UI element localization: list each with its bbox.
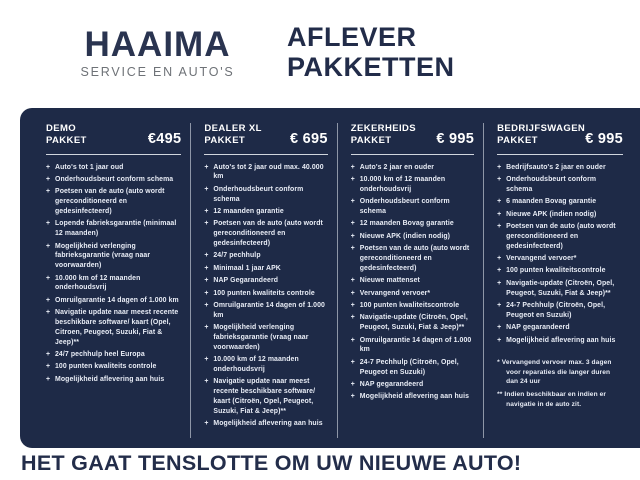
package-feature	[46, 296, 181, 306]
plus-bullet: +	[350, 302, 355, 309]
page-title	[287, 23, 455, 82]
package-name	[204, 123, 261, 148]
package-feature	[351, 313, 474, 333]
package-feature	[204, 276, 327, 286]
plus-bullet: +	[350, 198, 355, 206]
package-feature	[497, 301, 623, 321]
plus-bullet: +	[497, 324, 502, 332]
feature-text: Navigatie-update (Citroën, Opel, Peugeot, Suzuki, Fiat & Jeep)**	[506, 279, 615, 297]
plus-bullet: +	[204, 324, 209, 332]
footnotes	[497, 358, 623, 409]
package-feature	[46, 362, 181, 372]
package-name-line: BEDRIJFSWAGEN	[497, 123, 586, 134]
page-header	[0, 0, 640, 108]
package-feature	[351, 163, 474, 173]
package-price: € 695	[289, 130, 328, 147]
feature-text: Mogelijkheid verlenging fabrieksgarantie (vraag naar voorwaarden)	[55, 242, 151, 270]
feature-text: 10.000 km of 12 maanden onderhoudsvrij	[213, 356, 299, 373]
package-feature	[46, 274, 181, 294]
feature-text: Poetsen van de auto (auto wordt gereconditioneerd en gedesinfecteerd)	[55, 188, 165, 216]
package-feature	[497, 254, 623, 264]
package-feature	[351, 175, 474, 195]
package-column	[44, 123, 190, 438]
plus-bullet: +	[350, 289, 355, 297]
plus-bullet: +	[350, 163, 355, 171]
package-feature	[351, 244, 474, 273]
package-feature	[497, 266, 623, 276]
feature-text: NAP Gegarandeerd	[213, 277, 279, 285]
feature-text: Mogelijkheid aflevering aan huis	[55, 375, 165, 383]
package-column	[337, 123, 483, 438]
plus-bullet: +	[46, 274, 51, 282]
package-feature	[204, 163, 327, 183]
plus-bullet: +	[497, 163, 502, 171]
plus-bullet: +	[46, 242, 51, 250]
feature-text: 24-7 Pechhulp (Citroën, Opel, Peugeot en Suzuki)	[506, 302, 606, 319]
package-feature	[497, 222, 623, 251]
package-feature	[497, 336, 623, 346]
header-divider	[351, 154, 474, 155]
package-feature	[351, 358, 474, 378]
feature-text: Poetsen van de auto (auto wordt gereconditioneerd en gedesinfecteerd)	[506, 223, 616, 250]
plus-bullet: +	[46, 296, 51, 304]
feature-text: Omruilgarantie 14 dagen of 1.000 km	[359, 336, 472, 354]
package-feature	[46, 219, 181, 239]
plus-bullet: +	[350, 393, 355, 401]
feature-text: NAP gegarandeerd	[359, 380, 424, 388]
feature-text: 24/7 pechhulp	[213, 252, 261, 260]
package-feature	[204, 207, 327, 217]
plus-bullet: +	[46, 375, 51, 383]
package-feature	[204, 377, 327, 416]
package-feature	[497, 279, 623, 299]
package-feature	[351, 301, 474, 311]
feature-text: 100 punten kwaliteitscontrole	[359, 302, 460, 309]
feature-text: Bedrijfsauto's 2 jaar en ouder	[506, 163, 606, 171]
feature-text: Auto's tot 1 jaar oud	[55, 163, 124, 171]
plus-bullet: +	[497, 255, 502, 263]
plus-bullet: +	[350, 358, 355, 366]
package-feature	[46, 308, 181, 347]
plus-bullet: +	[204, 356, 209, 364]
package-name-line: ZEKERHEIDS	[350, 123, 416, 134]
plus-bullet: +	[204, 277, 209, 285]
feature-text: Navigatie-update (Citroën, Opel, Peugeot, Suzuki, Fiat & Jeep)**	[359, 314, 468, 332]
plus-bullet: +	[497, 267, 502, 275]
header-divider	[497, 154, 623, 155]
plus-bullet: +	[204, 252, 209, 260]
feature-text: Mogelijkheid aflevering aan huis	[359, 393, 470, 401]
plus-bullet: +	[497, 302, 502, 309]
package-feature	[204, 289, 327, 299]
package-header	[46, 123, 181, 148]
package-column	[483, 123, 632, 438]
plus-bullet: +	[204, 220, 209, 228]
feature-text: Vervangend vervoer*	[506, 255, 577, 263]
plus-bullet: +	[204, 289, 209, 297]
package-name-line: PAKKET	[46, 135, 87, 147]
plus-bullet: +	[497, 279, 502, 287]
header-divider	[204, 154, 327, 155]
feature-text: Nieuwe APK (indien nodig)	[359, 232, 451, 240]
header-divider	[46, 154, 181, 155]
package-feature	[497, 210, 623, 220]
package-feature-list	[497, 163, 623, 346]
plus-bullet: +	[204, 420, 209, 428]
feature-text: Onderhoudsbeurt conform schema	[55, 176, 174, 184]
plus-bullet: +	[497, 176, 502, 184]
package-name-line: DEALER XL	[204, 123, 262, 134]
plus-bullet: +	[497, 336, 502, 344]
package-feature	[497, 163, 623, 173]
plus-bullet: +	[204, 208, 209, 216]
plus-bullet: +	[204, 185, 209, 193]
package-price: €495	[147, 130, 182, 147]
feature-text: Auto's 2 jaar en ouder	[359, 163, 435, 171]
plus-bullet: +	[350, 336, 355, 344]
package-feature	[351, 197, 474, 217]
package-header	[351, 123, 474, 148]
feature-text: Navigatie update naar meest recente beschikbare software/ kaart (Citroën, Opel, Peugeot, Suzuki, Fiat & Jeep)**	[213, 378, 316, 415]
package-feature	[204, 419, 327, 429]
feature-text: Omruilgarantie 14 dagen of 1.000 km	[213, 302, 325, 319]
package-name	[351, 123, 416, 148]
feature-text: Mogelijkheid verlenging fabrieksgarantie (vraag naar voorwaarden)	[213, 324, 309, 351]
feature-text: 10.000 km of 12 maanden onderhoudsvrij	[55, 274, 141, 292]
package-feature	[46, 350, 181, 360]
feature-text: Onderhoudsbeurt conform schema	[506, 176, 597, 193]
feature-text: 100 punten kwaliteitscontrole	[506, 267, 606, 275]
plus-bullet: +	[497, 210, 502, 218]
package-feature-list	[351, 163, 474, 402]
package-name-line: PAKKET	[497, 135, 538, 147]
feature-text: Minimaal 1 jaar APK	[213, 264, 281, 272]
package-feature	[204, 251, 327, 261]
plus-bullet: +	[46, 163, 51, 171]
plus-bullet: +	[204, 264, 209, 272]
brand-logo	[55, 27, 260, 79]
plus-bullet: +	[46, 363, 51, 371]
plus-bullet: +	[497, 198, 502, 206]
plus-bullet: +	[350, 277, 355, 285]
feature-text: Nieuwe mattenset	[359, 277, 420, 285]
package-name	[497, 123, 585, 148]
package-feature	[497, 197, 623, 207]
plus-bullet: +	[497, 223, 502, 231]
feature-text: Omruilgarantie 14 dagen of 1.000 km	[55, 296, 179, 304]
feature-text: 24-7 Pechhulp (Citroën, Opel, Peugeot en Suzuki)	[359, 358, 459, 376]
feature-text: 24/7 pechhulp heel Europa	[55, 350, 145, 358]
package-name-line: DEMO	[46, 123, 77, 134]
feature-text: Lopende fabrieksgarantie (minimaal 12 maanden)	[55, 220, 177, 238]
feature-text: NAP gegarandeerd	[506, 324, 570, 332]
package-feature	[204, 264, 327, 274]
plus-bullet: +	[350, 232, 355, 240]
package-feature	[46, 375, 181, 385]
package-feature-list	[204, 163, 327, 429]
feature-text: Mogelijkheid aflevering aan huis	[213, 420, 323, 428]
package-feature	[351, 232, 474, 242]
plus-bullet: +	[350, 176, 355, 184]
package-name	[46, 123, 87, 148]
bottom-tagline: HET GAAT TENSLOTTE OM UW NIEUWE AUTO!	[21, 451, 522, 475]
package-feature	[351, 276, 474, 286]
package-header	[497, 123, 623, 148]
plus-bullet: +	[46, 188, 51, 196]
plus-bullet: +	[204, 163, 209, 171]
brand-name: HAAIMA	[84, 25, 231, 64]
package-feature	[351, 392, 474, 402]
feature-text: 6 maanden Bovag garantie	[506, 198, 597, 206]
package-feature	[351, 289, 474, 299]
feature-text: Onderhoudsbeurt conform schema	[213, 185, 304, 203]
package-feature	[204, 323, 327, 352]
package-feature	[351, 219, 474, 229]
package-feature	[46, 175, 181, 185]
package-feature	[46, 163, 181, 173]
package-feature	[204, 301, 327, 321]
package-column	[190, 123, 336, 438]
brand-subtitle: SERVICE EN AUTO'S	[80, 65, 235, 79]
footnote: * Vervangend vervoer max. 3 dagen voor reparaties die langer duren dan 24 uur	[497, 359, 612, 386]
package-feature	[204, 219, 327, 248]
plus-bullet: +	[46, 220, 51, 228]
feature-text: Mogelijkheid aflevering aan huis	[506, 336, 616, 344]
feature-text: Onderhoudsbeurt conform schema	[359, 198, 450, 216]
package-feature	[46, 242, 181, 271]
plus-bullet: +	[204, 302, 209, 309]
package-feature	[46, 187, 181, 216]
feature-text: Auto's tot 2 jaar oud max. 40.000 km	[213, 163, 324, 181]
package-feature	[351, 380, 474, 390]
package-name-line: PAKKET	[204, 135, 246, 147]
footnote: ** Indien beschikbaar en indien er navigatie in de auto zit.	[497, 391, 607, 408]
page-title-line1: AFLEVER	[287, 22, 417, 52]
feature-text: 12 maanden Bovag garantie	[359, 220, 454, 228]
package-feature	[497, 323, 623, 333]
page-title-line2: PAKKETTEN	[287, 51, 455, 82]
plus-bullet: +	[350, 380, 355, 388]
plus-bullet: +	[46, 176, 51, 184]
plus-bullet: +	[350, 245, 355, 253]
package-feature	[497, 175, 623, 195]
feature-text: 100 punten kwaliteits controle	[55, 363, 157, 371]
plus-bullet: +	[46, 350, 51, 358]
plus-bullet: +	[46, 309, 51, 317]
feature-text: Nieuwe APK (indien nodig)	[506, 210, 597, 218]
package-header	[204, 123, 327, 148]
feature-text: Vervangend vervoer*	[359, 289, 431, 297]
plus-bullet: +	[350, 314, 355, 322]
feature-text: 100 punten kwaliteits controle	[213, 289, 315, 297]
package-feature	[204, 185, 327, 205]
plus-bullet: +	[350, 220, 355, 228]
package-price: € 995	[436, 130, 475, 147]
feature-text: 10.000 km of 12 maanden onderhoudsvrij	[359, 176, 446, 193]
feature-text: Poetsen van de auto (auto wordt gereconditioneerd en gedesinfecteerd)	[213, 220, 323, 248]
package-name-line: PAKKET	[350, 135, 392, 147]
package-feature	[351, 336, 474, 356]
package-price: € 995	[585, 130, 623, 147]
packages-panel	[20, 108, 640, 448]
feature-text: Poetsen van de auto (auto wordt gereconditioneerd en gedesinfecteerd)	[359, 245, 470, 272]
package-feature	[204, 355, 327, 375]
plus-bullet: +	[204, 378, 209, 386]
package-feature-list	[46, 163, 181, 385]
feature-text: Navigatie update naar meest recente beschikbare software/ kaart (Opel, Citroen, Peugeot, Suzuki, Fiat & Jeep)**	[55, 309, 179, 346]
feature-text: 12 maanden garantie	[213, 208, 284, 216]
